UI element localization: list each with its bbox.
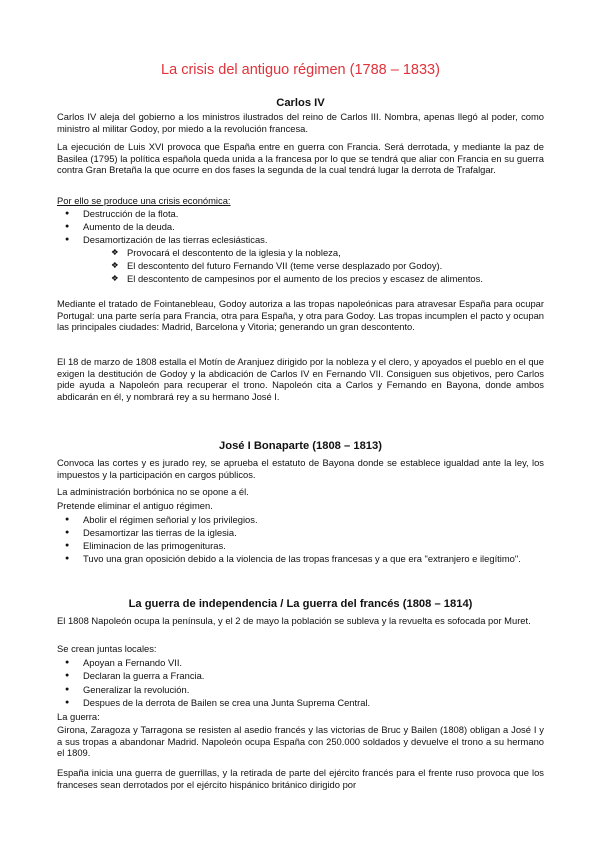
list-item: ● Desamortización de las tierras eclesiásticas. — [83, 234, 544, 246]
paragraph: Girona, Zaragoza y Tarragona se resisten al asedio francés y las victorias de Bruc y Bailen (1808) obligan a José I y a sus tropas a abandonar Madrid. Napoleón ocupa España con 250.000 soldados y devuelve el trono a su hermano el 1809. — [57, 724, 544, 758]
section-heading-jose-i: José I Bonaparte (1808 – 1813) — [219, 440, 382, 452]
list-item: ● Abolir el régimen señorial y los privilegios. — [83, 514, 544, 526]
crisis-intro: Por ello se produce una crisis económica: — [57, 195, 231, 206]
list-item: ● Generalizar la revolución. — [83, 684, 544, 696]
section-heading-guerra: La guerra de independencia / La guerra del francés (1808 – 1814) — [128, 598, 473, 610]
list-item: ● Apoyan a Fernando VII. — [83, 657, 544, 669]
paragraph: Mediante el tratado de Fointanebleau, Godoy autoriza a las tropas napoleónicas para atravesar España para ocupar Portugal: una parte sería para Francia, otra para España, y otra para Godoy. Las tropas incumplen el pacto y ocupan las principales ciudades: Madrid, Barcelona y Vitoria; generando un gran descontento. — [57, 298, 544, 332]
sub-list-item: ❖ El descontento de campesinos por el aumento de los precios y escasez de alimentos. — [127, 273, 544, 285]
paragraph: Convoca las cortes y es jurado rey, se aprueba el estatuto de Bayona donde se establece igualdad ante la ley, los impuestos y la participación en cargos públicos. — [57, 457, 544, 480]
paragraph: El 1808 Napoleón ocupa la península, y el 2 de mayo la población se subleva y la revuelta es sofocada por Muret. — [57, 615, 531, 626]
list-item: ● Destrucción de la flota. — [83, 208, 544, 220]
list-item: ● Desamortizar las tierras de la iglesia. — [83, 527, 544, 539]
list-item: ● Aumento de la deuda. — [83, 221, 544, 233]
page-title: La crisis del antiguo régimen (1788 – 1833) — [161, 62, 440, 78]
sub-list-item: ❖ Provocará el descontento de la iglesia y la nobleza, — [127, 247, 544, 259]
paragraph: Carlos IV aleja del gobierno a los ministros ilustrados del reino de Carlos III. Nombra, apenas llegó al poder, como ministro al militar Godoy, por miedo a la revolución francesa. — [57, 111, 544, 134]
section-heading-carlos-iv: Carlos IV — [276, 97, 325, 109]
list-item: ● Tuvo una gran oposición debido a la violencia de las tropas francesas y a que era "extranjero e ilegítimo". — [83, 553, 544, 565]
list-item: ● Despues de la derrota de Bailen se crea una Junta Suprema Central. — [83, 697, 544, 709]
paragraph: La guerra: — [57, 711, 100, 722]
list-item: ● Eliminacion de las primogenituras. — [83, 540, 544, 552]
paragraph: Se crean juntas locales: — [57, 643, 157, 654]
paragraph: España inicia una guerra de guerrillas, y la retirada de parte del ejército francés para el frente ruso provoca que los franceses sean derrotados por el ejército hispánico británico dirigido por — [57, 767, 544, 790]
list-item: ● Declaran la guerra a Francia. — [83, 670, 544, 682]
paragraph: La ejecución de Luis XVI provoca que España entre en guerra con Francia. Será derrotada, y mediante la paz de Basilea (1795) la política española queda unida a la francesa por lo que se tendrá que aliar con Francia en su guerra contra Gran Bretaña la que ocurre en dos fases la segunda de la cual tendrá lugar la derrota de Trafalgar. — [57, 141, 544, 175]
paragraph: El 18 de marzo de 1808 estalla el Motín de Aranjuez dirigido por la nobleza y el clero, y apoyados el pueblo en el que exigen la destitución de Godoy y la abdicación de Carlos IV en Fernando VII. Consiguen sus objetivos, pero Carlos pide ayuda a Napoleón para recuperar el trono. Napoleón cita a Carlos y Fernando en Bayona, donde ambos abdicarán en él, y nombrará rey a su hermano José I. — [57, 356, 544, 402]
paragraph: La administración borbónica no se opone a él. — [57, 486, 249, 497]
paragraph: Pretende eliminar el antiguo régimen. — [57, 500, 213, 511]
sub-list-item: ❖ El descontento del futuro Fernando VII (teme verse desplazado por Godoy). — [127, 260, 544, 272]
